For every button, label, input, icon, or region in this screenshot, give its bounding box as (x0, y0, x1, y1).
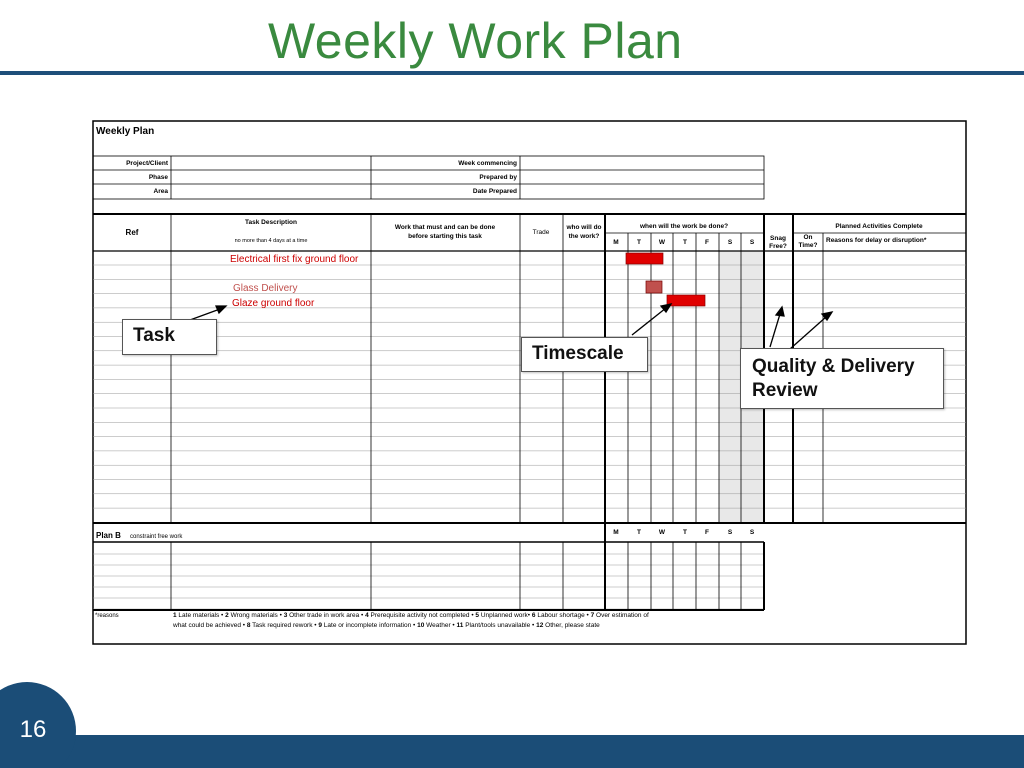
reason-text: what could be achieved • (173, 622, 247, 629)
reason-number: 12 (536, 622, 544, 629)
task-label-electrical: Electrical first fix ground floor (230, 254, 359, 265)
field-label-phase: Phase (148, 174, 168, 181)
col-header-snag-2: Free? (769, 243, 787, 250)
reason-number: 2 (225, 612, 229, 619)
callout-quality-line-1: Quality & Delivery (752, 356, 915, 377)
col-header-ref: Ref (125, 228, 139, 237)
col-header-snag: Snag (770, 235, 786, 242)
day-header-4: F (705, 239, 709, 246)
field-label-week-commencing: Week commencing (458, 160, 517, 167)
gantt-bar-glaze (667, 295, 705, 306)
footer-bar (0, 735, 1024, 768)
field-label-area: Area (153, 188, 168, 195)
reason-text: Late materials • (176, 612, 226, 619)
col-header-trade: Trade (532, 229, 550, 236)
reason-text: Labour shortage • (535, 612, 591, 619)
reason-number: 7 (590, 612, 595, 619)
page-number: 16 (19, 716, 47, 743)
task-label-glaze: Glaze ground floor (232, 298, 315, 309)
reasons-line-1 (173, 612, 649, 619)
day-header-3: T (683, 239, 687, 246)
reasons-line-2 (172, 622, 600, 629)
gantt-bar-electrical (626, 253, 663, 264)
reasons-label: *reasons (95, 613, 119, 619)
reason-number: 11 (456, 622, 464, 629)
plan-b-day-header-5: S (727, 529, 733, 536)
col-header-work-before: Work that must and can be done (394, 224, 496, 231)
reason-text: Task required rework • (250, 622, 319, 629)
col-header-work-before-2: before starting this task (408, 233, 482, 240)
day-header-2: W (658, 239, 666, 246)
plan-b-day-header-2: W (658, 529, 666, 536)
day-header-5: S (727, 239, 733, 246)
col-header-reasons: Reasons for delay or disruption* (826, 237, 927, 244)
reason-number: 5 (475, 612, 480, 619)
col-header-who: who will do (566, 224, 602, 231)
gantt-bar-glass-delivery (646, 281, 662, 293)
col-header-on-time: On (803, 234, 813, 241)
plan-b-day-header-4: F (705, 529, 709, 536)
col-header-planned-complete: Planned Activities Complete (835, 223, 923, 230)
slide-title: Weekly Work Plan (268, 13, 683, 69)
callout-quality-line-2: Review (752, 380, 818, 401)
callout-task: Task (122, 319, 217, 355)
reason-text: Plant/tools unavailable • (463, 622, 537, 629)
reason-text: Other, please state (543, 622, 600, 629)
reason-number: 1 (173, 612, 177, 619)
form-heading: Weekly Plan (96, 126, 155, 137)
plan-b-label: Plan B (96, 531, 121, 540)
plan-b-day-header-1: T (637, 529, 641, 536)
col-header-on-time-2: Time? (798, 242, 818, 249)
field-label-date-prepared: Date Prepared (472, 188, 517, 195)
plan-b-day-header-3: T (683, 529, 687, 536)
reason-text: Weather • (424, 622, 457, 629)
reason-text: Other trade in work area • (287, 612, 366, 619)
field-label-prepared-by: Prepared by (479, 174, 517, 181)
reason-text: Late or incomplete information • (321, 622, 418, 629)
col-header-task-note: no more than 4 days at a time (234, 238, 308, 244)
plan-b-note: constraint free work (130, 534, 183, 540)
day-header-0: M (613, 239, 619, 246)
plan-b-day-header-6: S (749, 529, 755, 536)
reason-text: Wrong materials • (228, 612, 284, 619)
col-header-task-description: Task Description (245, 219, 297, 226)
reason-number: 3 (283, 612, 288, 619)
reason-number: 9 (318, 622, 322, 629)
reason-number: 4 (365, 612, 369, 619)
day-header-1: T (637, 239, 641, 246)
task-label-glass: Glass Delivery (233, 283, 298, 294)
callout-timescale: Timescale (521, 337, 648, 372)
reason-number: 10 (417, 622, 425, 629)
reason-number: 8 (246, 622, 251, 629)
day-header-6: S (749, 239, 755, 246)
plan-b-day-header-0: M (613, 529, 619, 536)
reason-text: Prerequisite activity not completed • (368, 612, 476, 619)
reason-text: Unplanned work• (479, 612, 532, 619)
col-header-who-2: the work? (568, 233, 600, 240)
weekend-shade-saturday (719, 251, 741, 523)
col-header-when: when will the work be done? (639, 223, 729, 230)
reason-text: Over estimation of (594, 612, 649, 619)
callout-quality-delivery (740, 348, 944, 409)
reason-number: 6 (531, 612, 536, 619)
field-label-project: Project/Client (126, 160, 168, 167)
